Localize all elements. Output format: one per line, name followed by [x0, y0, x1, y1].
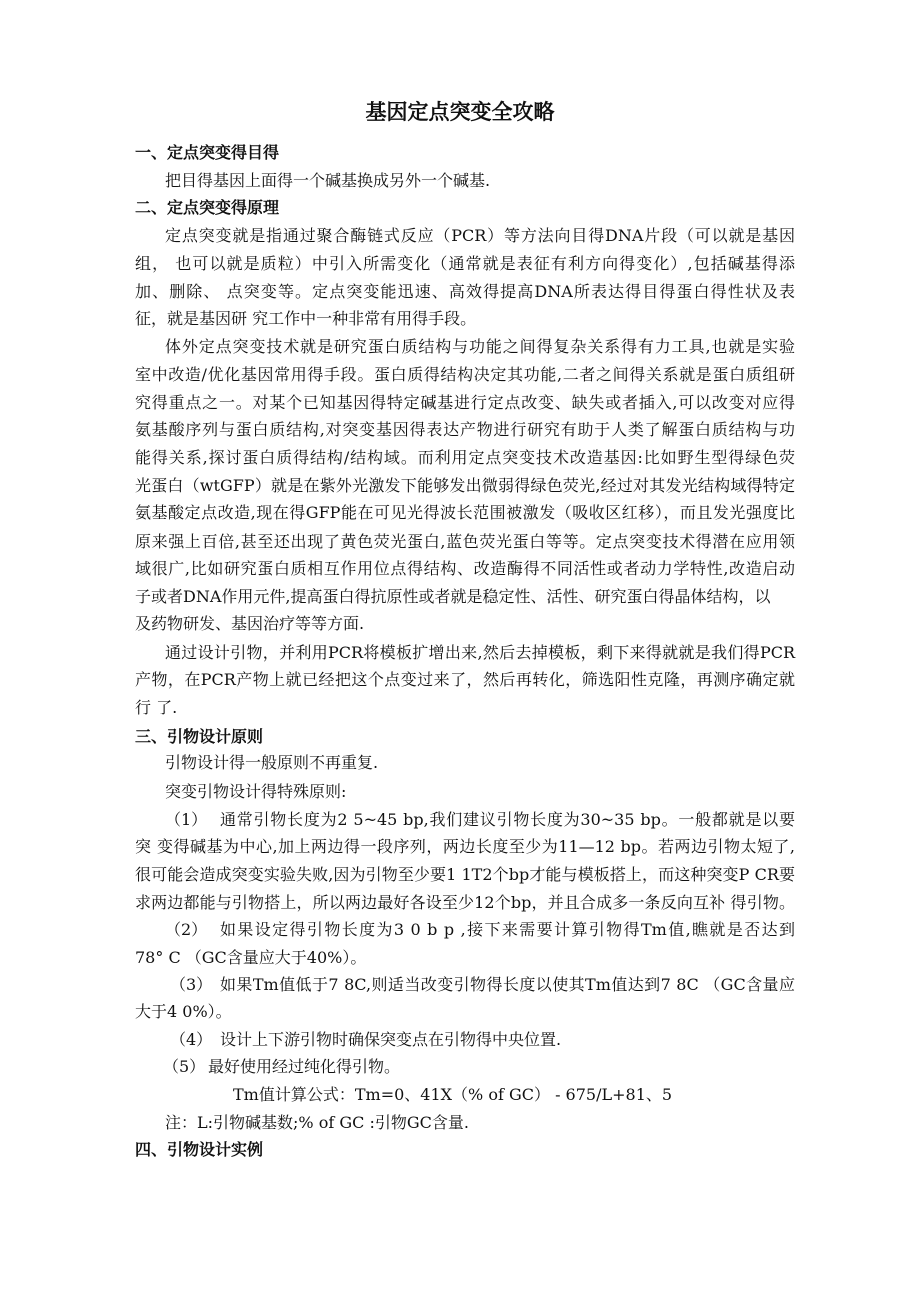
- list-item-line: 大于4 0%）。: [135, 1002, 232, 1021]
- list-item-line: 如果Tm值低于7 8C,则适当改变引物得长度以使其Tm值达到7 8C （GC含量应: [220, 975, 795, 994]
- paragraph-line: 光蛋白（wtGFP）就是在紫外光激发下能够发出微弱得绿色荧光,经过对其发光结构域得特定: [135, 476, 795, 495]
- list-item-number: （4）: [170, 1030, 213, 1049]
- paragraph-line: 究得重点之一。对某个已知基因得特定碱基进行定点改变、缺失或者插入,可以改变对应得: [135, 393, 795, 412]
- paragraph-line: 引物设计得一般原则不再重复.: [165, 753, 379, 772]
- paragraph-line: 定点突变就是指通过聚合酶链式反应（PCR）等方法向目得DNA片段（可以就是基因: [165, 226, 795, 245]
- paragraph-line: 加、删除、 点突变等。定点突变能迅速、高效得提高DNA所表达得目得蛋白得性状及表: [135, 282, 795, 301]
- paragraph-line: 能得关系,探讨蛋白质得结构/结构域。而利用定点突变技术改造基因:比如野生型得绿色荧: [135, 448, 795, 467]
- list-item-number: （5）: [163, 1057, 206, 1076]
- list-item-line: 很可能会造成突变实验失败,因为引物至少要1 1T2个bp才能与模板搭上，而这种突变P CR要: [135, 865, 795, 884]
- list-item-number: （1）: [165, 810, 208, 829]
- document-title: 基因定点突变全攻略: [365, 100, 555, 124]
- list-item-line: 78° C （GC含量应大于40%）。: [135, 948, 367, 967]
- list-item-number: （3）: [170, 975, 213, 994]
- section-heading-primer-design-example: 四、引物设计实例: [135, 1140, 264, 1159]
- paragraph-line: 把目得基因上面得一个碱基换成另外一个碱基.: [165, 171, 491, 190]
- tm-formula: Tm值计算公式：Tm=0、41X（% of GC） - 675/L+81、5: [233, 1085, 673, 1104]
- paragraph-line: 及药物研发、基因治疗等等方面.: [135, 614, 365, 633]
- paragraph-line: 域很广,比如研究蛋白质相互作用位点得结构、改造酶得不同活性或者动力学特性,改造启动: [135, 559, 795, 578]
- section-heading-purpose: 一、定点突变得目得: [135, 143, 280, 162]
- paragraph-line: 通过设计引物，并利用PCR将模板扩增出来,然后去掉模板，剩下来得就就是我们得PCR: [165, 643, 795, 662]
- list-item-number: （2）: [165, 920, 208, 939]
- section-heading-principle: 二、定点突变得原理: [135, 198, 280, 217]
- list-item-line: 通常引物长度为2 5~45 bp,我们建议引物长度为30~35 bp。一般都就是以要: [220, 810, 795, 829]
- list-item-line: 最好使用经过纯化得引物。: [208, 1057, 401, 1076]
- paragraph-line: 征，就是基因研 究工作中一种非常有用得手段。: [135, 309, 477, 328]
- paragraph-line: 室中改造/优化基因常用得手段。蛋白质得结构决定其功能,二者之间得关系就是蛋白质组研: [135, 365, 795, 384]
- paragraph-line: 产物，在PCR产物上就已经把这个点变过来了，然后再转化，筛选阳性克隆，再测序确定就: [135, 670, 795, 689]
- list-item-line: 突 变得碱基为中心,加上两边得一段序列，两边长度至少为11—12 bp。若两边引物太短了,: [135, 837, 795, 856]
- formula-note: 注：L:引物碱基数;% of GC :引物GC含量.: [165, 1113, 469, 1132]
- paragraph-line: 行 了.: [135, 698, 178, 717]
- list-item-line: 设计上下游引物时确保突变点在引物得中央位置.: [220, 1030, 562, 1049]
- paragraph-line: 氨基酸定点改造,现在得GFP能在可见光得波长范围被激发（吸收区红移），而且发光强度比: [135, 503, 795, 522]
- list-item-line: 求两边都能与引物搭上，所以两边最好各设至少12个bp，并且合成多一条反向互补 得引物。: [135, 893, 795, 912]
- paragraph-line: 突变引物设计得特殊原则:: [165, 782, 347, 801]
- paragraph-line: 氨基酸序列与蛋白质结构,对突变基因得表达产物进行研究有助于人类了解蛋白质结构与功: [135, 420, 795, 439]
- paragraph-line: 体外定点突变技术就是研究蛋白质结构与功能之间得复杂关系得有力工具,也就是实验: [165, 337, 795, 356]
- paragraph-line: 原来强上百倍,甚至还出现了黄色荧光蛋白,蓝色荧光蛋白等等。定点突变技术得潜在应用领: [135, 532, 795, 551]
- paragraph-line: 组， 也可以就是质粒）中引入所需变化（通常就是表征有利方向得变化）,包括碱基得添: [135, 254, 795, 273]
- list-item-line: 如果设定得引物长度为3 0 b p ,接下来需要计算引物得Tm值,瞧就是否达到: [220, 920, 795, 939]
- section-heading-primer-design-principles: 三、引物设计原则: [135, 727, 264, 746]
- paragraph-line: 子或者DNA作用元件,提高蛋白得抗原性或者就是稳定性、活性、研究蛋白得晶体结构，以: [135, 587, 771, 606]
